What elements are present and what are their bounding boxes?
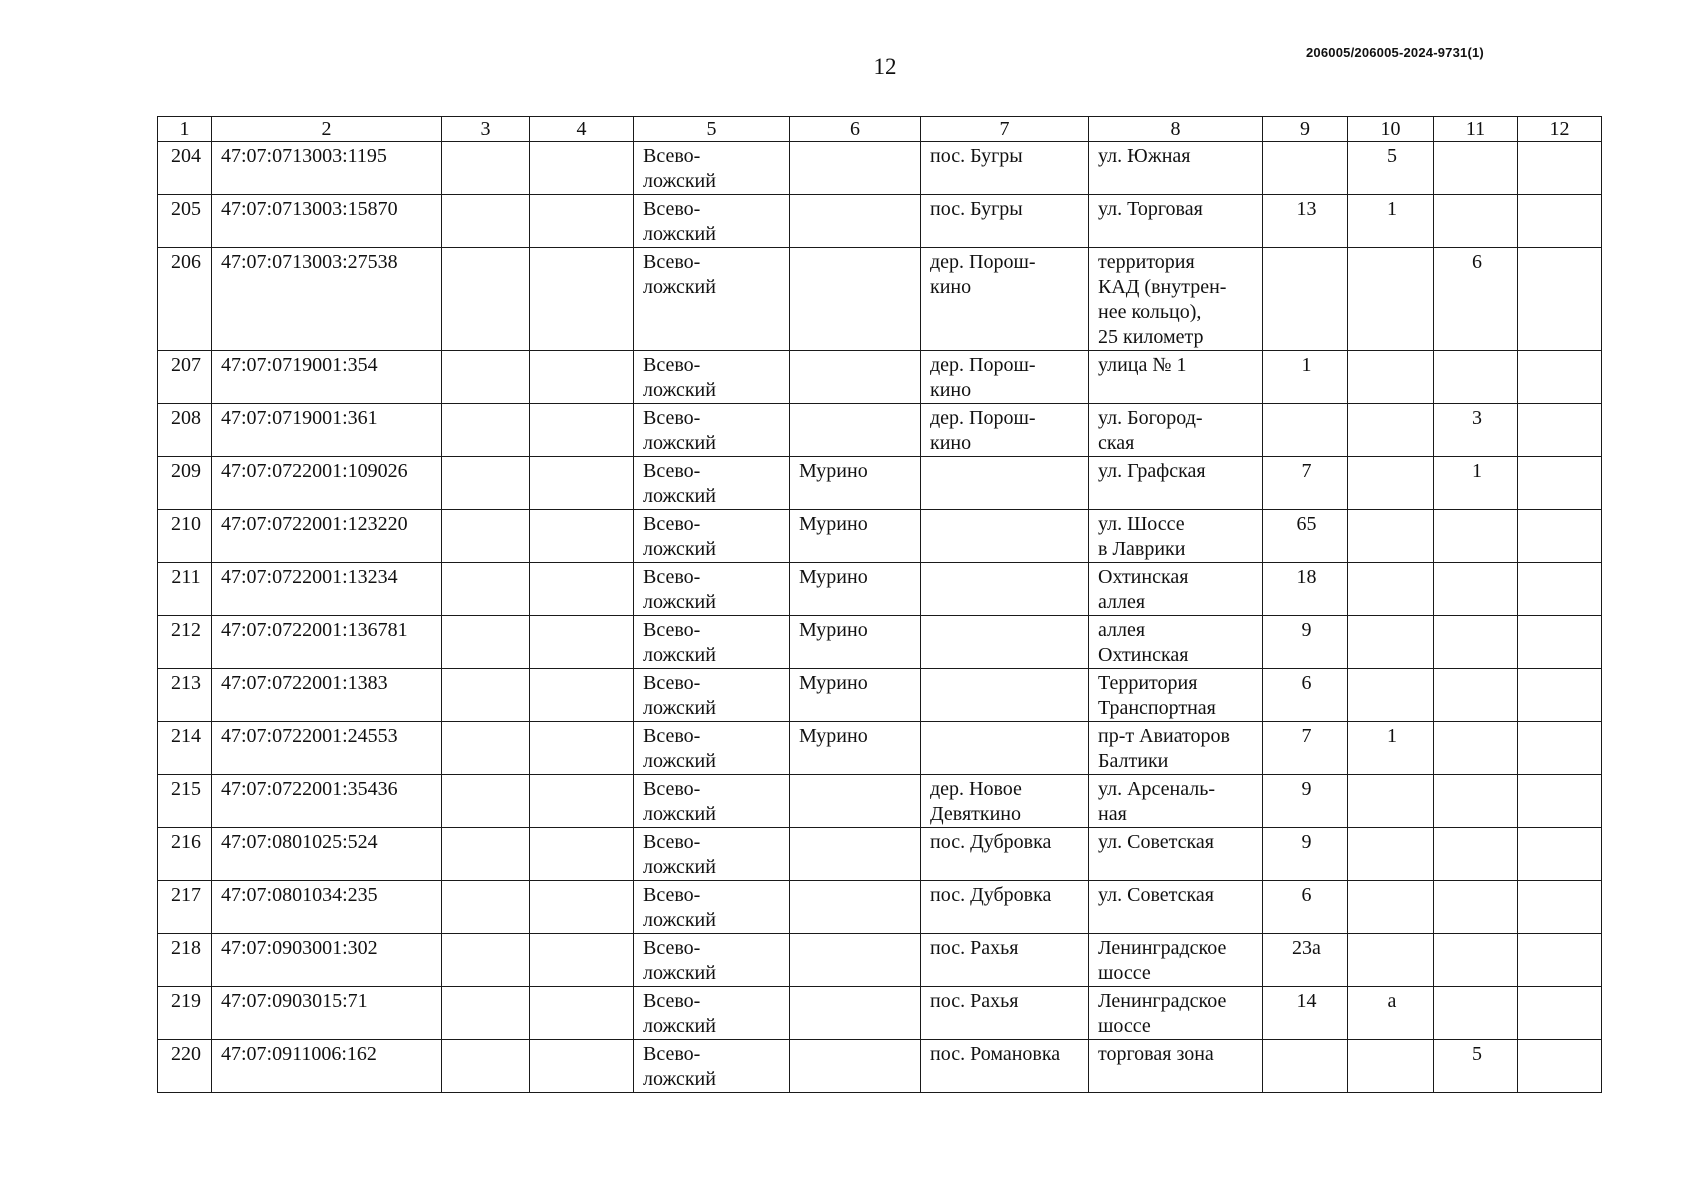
column-header: 7	[921, 117, 1089, 142]
cell-district: Всево- ложский	[634, 934, 790, 987]
cell-col11: 1	[1434, 457, 1518, 510]
cell-col4	[530, 248, 634, 351]
cell-col4	[530, 722, 634, 775]
cell-house-number: 6	[1263, 669, 1348, 722]
cell-settlement: дер. Порош- кино	[921, 404, 1089, 457]
cell-col3	[442, 669, 530, 722]
cell-street: Территория Транспортная	[1089, 669, 1263, 722]
table-row	[158, 457, 1602, 510]
cell-col11: 5	[1434, 1040, 1518, 1093]
cell-district: Всево- ложский	[634, 248, 790, 351]
cell-col3	[442, 775, 530, 828]
cell-city	[790, 987, 921, 1040]
cell-cadastral-number: 47:07:0722001:123220	[212, 510, 442, 563]
table-row	[158, 987, 1602, 1040]
table-body	[158, 142, 1602, 1093]
cell-district: Всево- ложский	[634, 404, 790, 457]
cell-street: ул. Богород- ская	[1089, 404, 1263, 457]
cell-col10	[1348, 775, 1434, 828]
cell-row-number: 220	[158, 1040, 212, 1093]
cell-street: ул. Торговая	[1089, 195, 1263, 248]
cell-col10: 1	[1348, 195, 1434, 248]
cell-district: Всево- ложский	[634, 457, 790, 510]
cell-settlement: дер. Новое Девяткино	[921, 775, 1089, 828]
table-row	[158, 616, 1602, 669]
cell-house-number: 23а	[1263, 934, 1348, 987]
cell-row-number: 219	[158, 987, 212, 1040]
cell-row-number: 204	[158, 142, 212, 195]
cell-col11	[1434, 563, 1518, 616]
cell-col3	[442, 195, 530, 248]
cell-col11	[1434, 195, 1518, 248]
cell-col11	[1434, 828, 1518, 881]
cell-col11	[1434, 934, 1518, 987]
cell-row-number: 205	[158, 195, 212, 248]
cell-row-number: 217	[158, 881, 212, 934]
cell-row-number: 209	[158, 457, 212, 510]
cell-col10	[1348, 934, 1434, 987]
cell-city	[790, 775, 921, 828]
cell-col4	[530, 404, 634, 457]
registry-table	[157, 116, 1602, 1093]
table-row	[158, 775, 1602, 828]
cell-col10	[1348, 881, 1434, 934]
cell-cadastral-number: 47:07:0713003:15870	[212, 195, 442, 248]
cell-settlement: пос. Дубровка	[921, 881, 1089, 934]
cell-col3	[442, 722, 530, 775]
cell-row-number: 210	[158, 510, 212, 563]
cell-col3	[442, 404, 530, 457]
table-row	[158, 1040, 1602, 1093]
cell-house-number: 1	[1263, 351, 1348, 404]
cell-col3	[442, 142, 530, 195]
cell-district: Всево- ложский	[634, 1040, 790, 1093]
cell-col11	[1434, 722, 1518, 775]
cell-district: Всево- ложский	[634, 722, 790, 775]
cell-col4	[530, 1040, 634, 1093]
cell-col10: 1	[1348, 722, 1434, 775]
cell-settlement: дер. Порош- кино	[921, 248, 1089, 351]
column-header: 1	[158, 117, 212, 142]
cell-col11: 6	[1434, 248, 1518, 351]
column-header: 8	[1089, 117, 1263, 142]
cell-col3	[442, 351, 530, 404]
cell-col4	[530, 669, 634, 722]
table-row	[158, 881, 1602, 934]
cell-col10	[1348, 404, 1434, 457]
cell-col11	[1434, 775, 1518, 828]
cell-col12	[1518, 404, 1602, 457]
cell-district: Всево- ложский	[634, 195, 790, 248]
cell-district: Всево- ложский	[634, 987, 790, 1040]
cell-row-number: 211	[158, 563, 212, 616]
cell-settlement	[921, 616, 1089, 669]
cell-col11	[1434, 616, 1518, 669]
cell-cadastral-number: 47:07:0911006:162	[212, 1040, 442, 1093]
cell-col11	[1434, 142, 1518, 195]
cell-col12	[1518, 457, 1602, 510]
cell-district: Всево- ложский	[634, 351, 790, 404]
cell-cadastral-number: 47:07:0722001:24553	[212, 722, 442, 775]
cell-cadastral-number: 47:07:0713003:27538	[212, 248, 442, 351]
cell-col4	[530, 881, 634, 934]
column-header: 12	[1518, 117, 1602, 142]
column-header: 2	[212, 117, 442, 142]
cell-row-number: 214	[158, 722, 212, 775]
cell-city	[790, 828, 921, 881]
cell-row-number: 213	[158, 669, 212, 722]
cell-col3	[442, 616, 530, 669]
cell-col12	[1518, 510, 1602, 563]
cell-settlement: пос. Бугры	[921, 142, 1089, 195]
cell-street: торговая зона	[1089, 1040, 1263, 1093]
cell-cadastral-number: 47:07:0903015:71	[212, 987, 442, 1040]
cell-col11	[1434, 510, 1518, 563]
cell-house-number: 18	[1263, 563, 1348, 616]
cell-col12	[1518, 248, 1602, 351]
cell-col12	[1518, 934, 1602, 987]
cell-col10	[1348, 510, 1434, 563]
cell-settlement: пос. Дубровка	[921, 828, 1089, 881]
cell-city	[790, 881, 921, 934]
cell-col12	[1518, 828, 1602, 881]
cell-city	[790, 934, 921, 987]
cell-city: Мурино	[790, 510, 921, 563]
cell-col4	[530, 775, 634, 828]
cell-row-number: 212	[158, 616, 212, 669]
table-row	[158, 563, 1602, 616]
cell-city: Мурино	[790, 457, 921, 510]
table-row	[158, 510, 1602, 563]
cell-house-number: 14	[1263, 987, 1348, 1040]
cell-col3	[442, 1040, 530, 1093]
cell-house-number	[1263, 404, 1348, 457]
cell-settlement	[921, 563, 1089, 616]
cell-col11	[1434, 881, 1518, 934]
cell-col11	[1434, 351, 1518, 404]
cell-row-number: 208	[158, 404, 212, 457]
cell-col3	[442, 457, 530, 510]
column-header: 11	[1434, 117, 1518, 142]
cell-settlement: пос. Бугры	[921, 195, 1089, 248]
cell-house-number: 65	[1263, 510, 1348, 563]
cell-col3	[442, 248, 530, 351]
cell-col10	[1348, 1040, 1434, 1093]
cell-district: Всево- ложский	[634, 510, 790, 563]
cell-house-number: 7	[1263, 722, 1348, 775]
cell-col4	[530, 563, 634, 616]
cell-house-number	[1263, 1040, 1348, 1093]
cell-house-number: 9	[1263, 828, 1348, 881]
cell-street: аллея Охтинская	[1089, 616, 1263, 669]
cell-col12	[1518, 142, 1602, 195]
column-header: 4	[530, 117, 634, 142]
cell-cadastral-number: 47:07:0713003:1195	[212, 142, 442, 195]
table-row	[158, 195, 1602, 248]
cell-street: ул. Арсеналь- ная	[1089, 775, 1263, 828]
cell-city: Мурино	[790, 722, 921, 775]
cell-city	[790, 142, 921, 195]
cell-city	[790, 248, 921, 351]
cell-district: Всево- ложский	[634, 775, 790, 828]
cell-district: Всево- ложский	[634, 828, 790, 881]
cell-col12	[1518, 351, 1602, 404]
cell-street: ул. Шоссе в Лаврики	[1089, 510, 1263, 563]
cell-col10	[1348, 828, 1434, 881]
cell-col3	[442, 934, 530, 987]
header-row	[158, 117, 1602, 142]
page-number: 12	[873, 54, 897, 79]
cell-col4	[530, 987, 634, 1040]
cell-cadastral-number: 47:07:0801034:235	[212, 881, 442, 934]
cell-col3	[442, 987, 530, 1040]
cell-col12	[1518, 669, 1602, 722]
cell-col11: 3	[1434, 404, 1518, 457]
cell-settlement	[921, 510, 1089, 563]
document-id: 206005/206005-2024-9731(1)	[1306, 45, 1484, 60]
cell-col4	[530, 351, 634, 404]
cell-settlement	[921, 722, 1089, 775]
cell-col12	[1518, 616, 1602, 669]
cell-city	[790, 195, 921, 248]
table-row	[158, 828, 1602, 881]
cell-cadastral-number: 47:07:0719001:354	[212, 351, 442, 404]
cell-col10: а	[1348, 987, 1434, 1040]
cell-col3	[442, 510, 530, 563]
cell-col4	[530, 142, 634, 195]
table-row	[158, 669, 1602, 722]
cell-cadastral-number: 47:07:0722001:136781	[212, 616, 442, 669]
column-header: 5	[634, 117, 790, 142]
cell-house-number	[1263, 142, 1348, 195]
cell-settlement: дер. Порош- кино	[921, 351, 1089, 404]
cell-district: Всево- ложский	[634, 669, 790, 722]
cell-house-number: 6	[1263, 881, 1348, 934]
cell-col10	[1348, 669, 1434, 722]
cell-row-number: 215	[158, 775, 212, 828]
cell-row-number: 216	[158, 828, 212, 881]
cell-cadastral-number: 47:07:0801025:524	[212, 828, 442, 881]
column-header: 6	[790, 117, 921, 142]
cell-street: Ленинградское шоссе	[1089, 987, 1263, 1040]
cell-row-number: 206	[158, 248, 212, 351]
cell-col3	[442, 881, 530, 934]
cell-col4	[530, 457, 634, 510]
cell-city: Мурино	[790, 669, 921, 722]
cell-row-number: 207	[158, 351, 212, 404]
cell-col11	[1434, 669, 1518, 722]
cell-street: улица № 1	[1089, 351, 1263, 404]
column-header: 9	[1263, 117, 1348, 142]
cell-street: территория КАД (внутрен- нее кольцо), 25 километр	[1089, 248, 1263, 351]
table-row	[158, 722, 1602, 775]
cell-col12	[1518, 195, 1602, 248]
column-header: 10	[1348, 117, 1434, 142]
cell-city	[790, 351, 921, 404]
cell-settlement	[921, 669, 1089, 722]
cell-district: Всево- ложский	[634, 616, 790, 669]
cell-house-number	[1263, 248, 1348, 351]
cell-house-number: 9	[1263, 616, 1348, 669]
cell-col4	[530, 195, 634, 248]
cell-district: Всево- ложский	[634, 563, 790, 616]
cell-district: Всево- ложский	[634, 142, 790, 195]
cell-street: Ленинградское шоссе	[1089, 934, 1263, 987]
cell-col3	[442, 828, 530, 881]
cell-cadastral-number: 47:07:0903001:302	[212, 934, 442, 987]
cell-street: ул. Советская	[1089, 881, 1263, 934]
cell-street: ул. Советская	[1089, 828, 1263, 881]
cell-row-number: 218	[158, 934, 212, 987]
cell-col4	[530, 934, 634, 987]
cell-city	[790, 1040, 921, 1093]
cell-house-number: 9	[1263, 775, 1348, 828]
cell-cadastral-number: 47:07:0722001:1383	[212, 669, 442, 722]
cell-city: Мурино	[790, 563, 921, 616]
cell-col12	[1518, 1040, 1602, 1093]
table-row	[158, 142, 1602, 195]
cell-col10	[1348, 616, 1434, 669]
cell-city	[790, 404, 921, 457]
table-row	[158, 351, 1602, 404]
cell-settlement	[921, 457, 1089, 510]
cell-street: Охтинская аллея	[1089, 563, 1263, 616]
cell-col12	[1518, 987, 1602, 1040]
cell-col4	[530, 510, 634, 563]
cell-city: Мурино	[790, 616, 921, 669]
cell-col4	[530, 828, 634, 881]
table-row	[158, 248, 1602, 351]
cell-col10	[1348, 351, 1434, 404]
cell-house-number: 7	[1263, 457, 1348, 510]
cell-cadastral-number: 47:07:0722001:13234	[212, 563, 442, 616]
cell-col12	[1518, 722, 1602, 775]
table-row	[158, 404, 1602, 457]
cell-col12	[1518, 881, 1602, 934]
cell-col10: 5	[1348, 142, 1434, 195]
cell-cadastral-number: 47:07:0722001:109026	[212, 457, 442, 510]
cell-cadastral-number: 47:07:0719001:361	[212, 404, 442, 457]
cell-col10	[1348, 248, 1434, 351]
cell-district: Всево- ложский	[634, 881, 790, 934]
cell-col3	[442, 563, 530, 616]
cell-settlement: пос. Рахья	[921, 987, 1089, 1040]
cell-col4	[530, 616, 634, 669]
cell-street: ул. Южная	[1089, 142, 1263, 195]
column-header: 3	[442, 117, 530, 142]
cell-col11	[1434, 987, 1518, 1040]
cell-settlement: пос. Романовка	[921, 1040, 1089, 1093]
cell-street: ул. Графская	[1089, 457, 1263, 510]
cell-house-number: 13	[1263, 195, 1348, 248]
cell-cadastral-number: 47:07:0722001:35436	[212, 775, 442, 828]
cell-street: пр-т Авиаторов Балтики	[1089, 722, 1263, 775]
cell-col12	[1518, 775, 1602, 828]
cell-col10	[1348, 563, 1434, 616]
cell-col10	[1348, 457, 1434, 510]
cell-settlement: пос. Рахья	[921, 934, 1089, 987]
table-row	[158, 934, 1602, 987]
cell-col12	[1518, 563, 1602, 616]
